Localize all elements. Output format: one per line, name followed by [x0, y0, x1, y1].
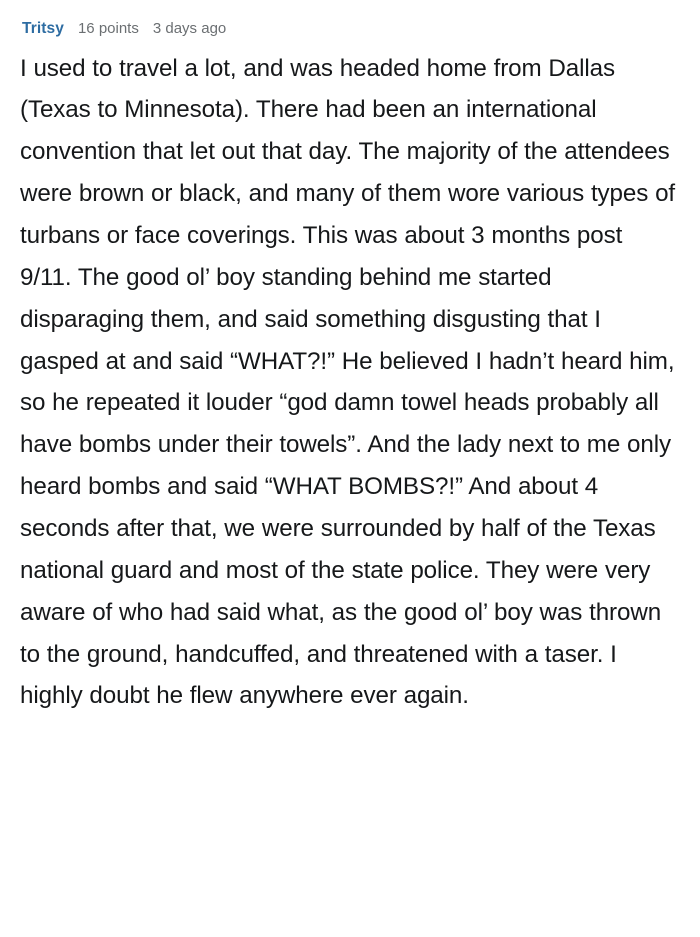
- comment-timestamp: 3 days ago: [152, 20, 227, 37]
- comment-body-text: I used to travel a lot, and was headed home from Dallas (Texas to Minnesota). There had been an international convention that let out that day. The majority of the attendees were brown or black, and many of them wore various types of turbans or face coverings. This was about 3 months post 9/11. The good ol’ boy standing behind me started disparaging them, and said something disgusting that I gasped at and said “WHAT?!” He believed I hadn’t heard him, so he repeated it louder “god damn towel heads probably all have bombs under their towels”. And the lady next to me only heard bombs and said “WHAT BOMBS?!” And about 4 seconds after that, we were surrounded by half of the Texas national guard and most of the state police. They were very aware of who had said what, as the good ol’ boy was thrown to the ground, handcuffed, and threatened with a taser. I highly doubt he flew anywhere ever again.: [20, 54, 676, 710]
- comment-author[interactable]: Tritsy: [22, 20, 64, 37]
- comment-points: 16 points: [77, 20, 139, 37]
- comment-header: [22, 20, 678, 39]
